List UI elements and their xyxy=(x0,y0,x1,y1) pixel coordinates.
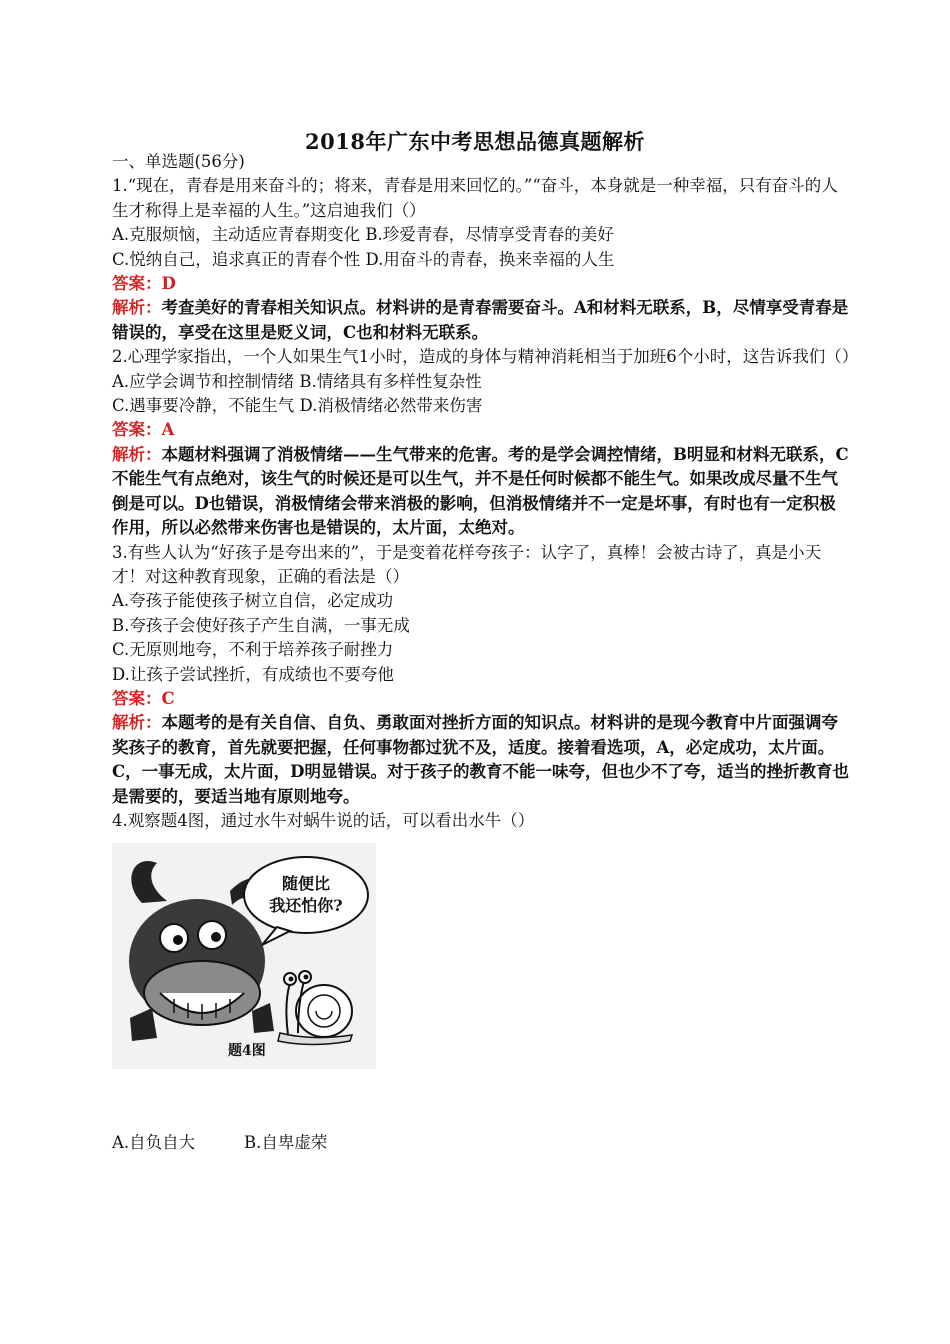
question-1-answer xyxy=(112,272,852,296)
question-2-stem: 2.心理学家指出，一个人如果生气1小时，造成的身体与精神消耗相当于加班6个小时，这告诉我们（） xyxy=(112,347,859,367)
answer-value: A xyxy=(161,420,175,440)
analysis-label: 解析： xyxy=(112,444,162,464)
question-3-analysis xyxy=(112,711,852,809)
question-3-option-c: C.无原则地夸，不利于培养孩子耐挫力 xyxy=(112,640,394,660)
question-4-options-ab xyxy=(112,1131,852,1155)
question-3-stem: 3.有些人认为“好孩子是夸出来的”，于是变着花样夸孩子：认字了，真棒！会被古诗了，真是小天才！对这种教育现象，正确的看法是（） xyxy=(112,542,822,586)
question-4-option-b: B.自卑虚荣 xyxy=(244,1133,328,1153)
question-1-analysis xyxy=(112,296,852,345)
question-3-option-b: B.夸孩子会使好孩子产生自满，一事无成 xyxy=(112,615,410,635)
document-body xyxy=(112,150,859,1156)
analysis-text: 本题材料强调了消极情绪——生气带来的危害。考的是学会调控情绪，B明显和材料无联系，C不能生气有点绝对，该生气的时候还是可以生气，并不是任何时候都不能生气。如果改成尽量不生气倒是可以。D也错误，消极情绪会带来消极的影响，但消极情绪并不一定是坏事，有时也有一定积极作用，所以必然带来伤害也是错误的，太片面，太绝对。 xyxy=(112,444,849,538)
question-4-stem: 4.观察题4图，通过水牛对蜗牛说的话，可以看出水牛（） xyxy=(112,810,535,830)
analysis-label: 解析： xyxy=(112,298,162,318)
question-1-options-ab: A.克服烦恼，主动适应青春期变化 B.珍爱青春，尽情享受青春的美好 xyxy=(112,225,614,245)
question-3-option-d: D.让孩子尝试挫折，有成绩也不要夸他 xyxy=(112,664,394,684)
speech-bubble-text: 随便比 我还怕你? xyxy=(269,874,343,916)
answer-value: D xyxy=(161,274,176,294)
question-3-answer xyxy=(112,687,852,711)
page-title: 2018年广东中考思想品德真题解析 xyxy=(305,129,645,154)
answer-label: 答案： xyxy=(112,274,162,294)
figure-caption: 题4图 xyxy=(228,1043,266,1060)
question-2-answer xyxy=(112,418,852,442)
question-4-option-a: A.自负自大 xyxy=(112,1133,196,1153)
analysis-label: 解析： xyxy=(112,713,162,733)
question-2-options-cd: C.遇事要冷静，不能生气 D.消极情绪必然带来伤害 xyxy=(112,396,483,416)
question-2-options-ab: A.应学会调节和控制情绪 B.情绪具有多样性复杂性 xyxy=(112,371,482,391)
section-heading: 一、单选题(56分) xyxy=(112,152,245,171)
question-2-analysis xyxy=(112,443,852,541)
question-3-option-a: A.夸孩子能使孩子树立自信，必定成功 xyxy=(112,591,394,611)
question-1-stem: 1.“现在，青春是用来奋斗的；将来，青春是用来回忆的。”“奋斗，本身就是一种幸福，只有奋斗的人生才称得上是幸福的人生。”这启迪我们（） xyxy=(112,176,838,220)
question-4-figure xyxy=(112,843,376,1069)
answer-value: C xyxy=(161,688,175,708)
answer-label: 答案： xyxy=(112,688,162,708)
analysis-text: 本题考的是有关自信、自负、勇敢面对挫折方面的知识点。材料讲的是现今教育中片面强调夸奖孩子的教育，首先就要把握，任何事物都过犹不及，适度。接着看选项，A，必定成功，太片面。C，一事无成，太片面，D明显错误。对于孩子的教育不能一味夸，但也少不了夸，适当的挫折教育也是需要的，要适当地有原则地夸。 xyxy=(112,713,849,806)
analysis-text: 考查美好的青春相关知识点。材料讲的是青春需要奋斗。A和材料无联系，B，尽情享受青春是错误的，享受在这里是贬义词，C也和材料无联系。 xyxy=(112,298,849,342)
question-1-options-cd: C.悦纳自己，追求真正的青春个性 D.用奋斗的青春，换来幸福的人生 xyxy=(112,249,615,269)
answer-label: 答案： xyxy=(112,420,162,440)
